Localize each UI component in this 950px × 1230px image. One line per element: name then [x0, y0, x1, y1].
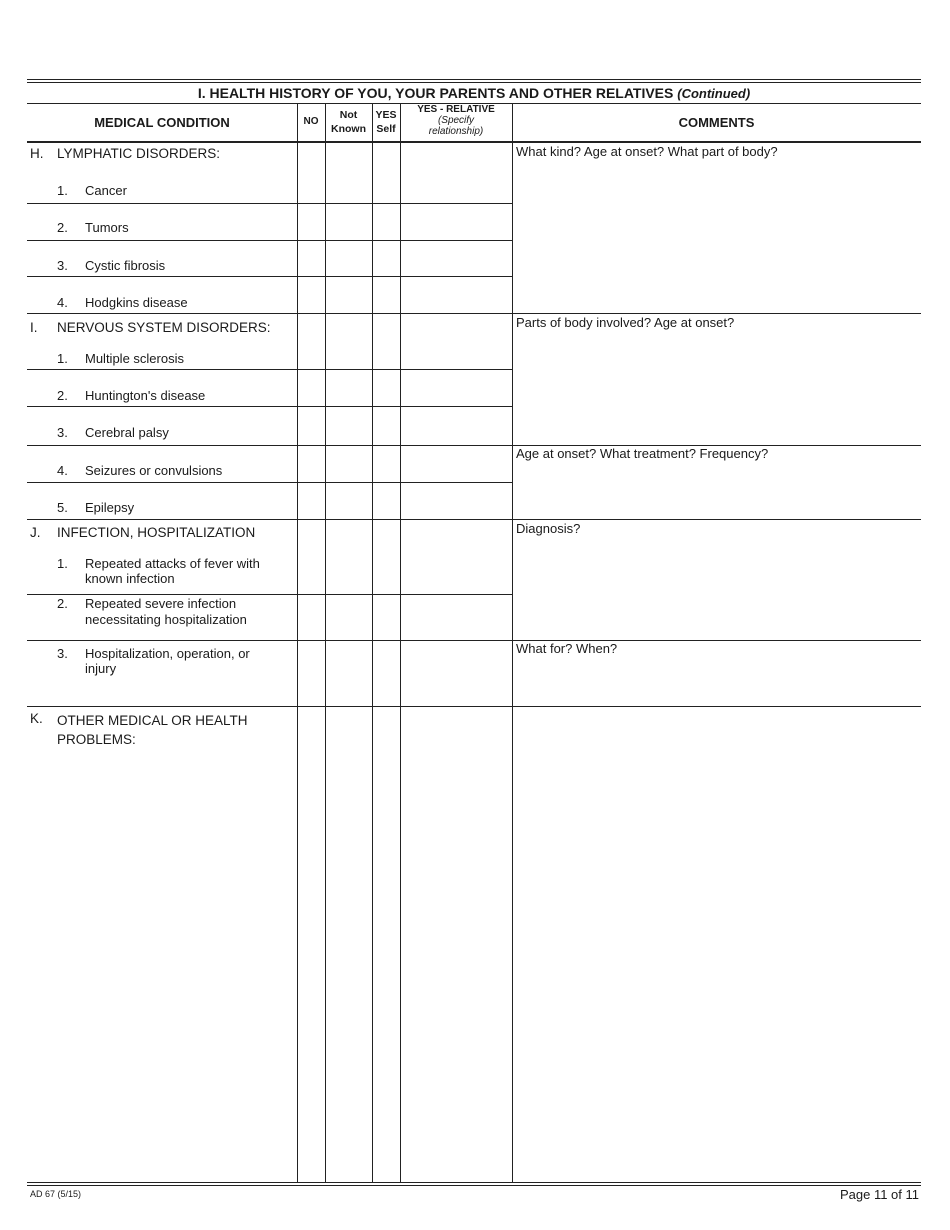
no-cell-cerebral-palsy[interactable]: [298, 407, 325, 445]
comments-field-lymphatic[interactable]: [513, 143, 921, 313]
item-hodgkins-disease: Hodgkins disease: [85, 295, 188, 310]
bottom-rule-2: [27, 1185, 921, 1186]
yes-relative-cell-cancer[interactable]: [401, 143, 512, 203]
item-num: 3.: [57, 258, 68, 273]
item-epilepsy: Epilepsy: [85, 500, 135, 515]
header-no: NO: [303, 116, 319, 127]
item-multiple-sclerosis: Multiple sclerosis: [85, 351, 184, 366]
not-known-cell-cancer[interactable]: [326, 143, 372, 203]
not-known-cell-hodgkins-disease[interactable]: [326, 277, 372, 313]
yes-self-cell-repeated-fever[interactable]: [373, 520, 400, 594]
yes-relative-cell-repeated-fever[interactable]: [401, 520, 512, 594]
item-num: 5.: [57, 500, 68, 515]
header-yes-self-line1: YES: [375, 109, 397, 121]
item-num: 1.: [57, 183, 68, 198]
group-h-title: LYMPHATIC DISORDERS:: [57, 146, 221, 161]
header-not-known-line1: Not: [339, 109, 358, 121]
group-i-letter: I.: [30, 320, 38, 335]
item-num: 2.: [57, 220, 68, 235]
item-cancer: Cancer: [85, 183, 127, 198]
not-known-cell-multiple-sclerosis[interactable]: [326, 314, 372, 369]
header-yes-self-line2: Self: [376, 123, 396, 135]
no-cell-epilepsy[interactable]: [298, 483, 325, 519]
header-yes-self: [372, 108, 400, 136]
comment-prompt-j: Diagnosis?: [516, 521, 581, 536]
yes-relative-cell-seizures-or-convulsions[interactable]: [401, 446, 512, 482]
item-repeated-fever-line2: known infection: [85, 571, 175, 586]
not-known-cell-tumors[interactable]: [326, 204, 372, 240]
not-known-cell-cystic-fibrosis[interactable]: [326, 241, 372, 276]
yes-self-cell-cerebral-palsy[interactable]: [373, 407, 400, 445]
item-num: 2.: [57, 388, 68, 403]
header-yes-relative: [400, 104, 512, 137]
no-cell-seizures-or-convulsions[interactable]: [298, 446, 325, 482]
no-cell-huntingtons-disease[interactable]: [298, 370, 325, 406]
no-cell-tumors[interactable]: [298, 204, 325, 240]
header-specify-line2: relationship): [428, 126, 484, 137]
header-yes-relative-line1: YES - RELATIVE: [417, 104, 495, 115]
no-cell-multiple-sclerosis[interactable]: [298, 314, 325, 369]
yes-self-cell-hodgkins-disease[interactable]: [373, 277, 400, 313]
not-known-cell-hospitalization[interactable]: [326, 641, 372, 706]
comment-prompt-seizures: Age at onset? What treatment? Frequency?: [516, 446, 769, 461]
item-num: 4.: [57, 295, 68, 310]
yes-relative-cell-huntingtons-disease[interactable]: [401, 370, 512, 406]
header-specify-line1: (Specify: [437, 115, 475, 126]
yes-relative-cell-cerebral-palsy[interactable]: [401, 407, 512, 445]
yes-self-cell-tumors[interactable]: [373, 204, 400, 240]
not-known-cell-other-problems[interactable]: [326, 707, 372, 1182]
no-cell-repeated-fever[interactable]: [298, 520, 325, 594]
comments-field-seizures[interactable]: [513, 446, 921, 519]
top-rule-2: [27, 82, 921, 83]
item-hospitalization-line1: Hospitalization, operation, or: [85, 646, 250, 661]
item-num: 2.: [57, 596, 68, 611]
item-repeated-fever: [85, 556, 260, 586]
comments-field-nervous[interactable]: [513, 314, 921, 445]
not-known-cell-repeated-severe-infection[interactable]: [326, 595, 372, 640]
item-seizures-or-convulsions: Seizures or convulsions: [85, 463, 223, 478]
not-known-cell-epilepsy[interactable]: [326, 483, 372, 519]
item-tumors: Tumors: [85, 220, 129, 235]
group-k-title-line1: OTHER MEDICAL OR HEALTH: [57, 713, 248, 728]
comments-field-hospitalization[interactable]: [513, 641, 921, 706]
yes-self-cell-hospitalization[interactable]: [373, 641, 400, 706]
group-j-title: INFECTION, HOSPITALIZATION: [57, 525, 256, 540]
group-k-title: [57, 711, 248, 749]
yes-self-cell-seizures-or-convulsions[interactable]: [373, 446, 400, 482]
item-repeated-severe-infection: [85, 596, 247, 628]
not-known-cell-huntingtons-disease[interactable]: [326, 370, 372, 406]
group-i-title: NERVOUS SYSTEM DISORDERS:: [57, 320, 271, 335]
comment-prompt-i: Parts of body involved? Age at onset?: [516, 315, 735, 330]
page-number: Page 11 of 11: [839, 1187, 919, 1202]
comment-prompt-hospitalization: What for? When?: [516, 641, 618, 656]
comments-field-other[interactable]: [513, 707, 921, 1182]
group-k-title-line2: PROBLEMS:: [57, 732, 136, 747]
item-num: 1.: [57, 556, 68, 571]
yes-self-cell-multiple-sclerosis[interactable]: [373, 314, 400, 369]
not-known-cell-repeated-fever[interactable]: [326, 520, 372, 594]
yes-relative-cell-other-problems[interactable]: [401, 707, 512, 1182]
not-known-cell-cerebral-palsy[interactable]: [326, 407, 372, 445]
yes-relative-cell-cystic-fibrosis[interactable]: [401, 241, 512, 276]
yes-self-cell-huntingtons-disease[interactable]: [373, 370, 400, 406]
yes-relative-cell-epilepsy[interactable]: [401, 483, 512, 519]
header-medical-condition: MEDICAL CONDITION: [94, 115, 230, 130]
comments-field-infection[interactable]: [513, 520, 921, 640]
yes-relative-cell-tumors[interactable]: [401, 204, 512, 240]
header-comments: COMMENTS: [678, 115, 755, 130]
yes-self-cell-epilepsy[interactable]: [373, 483, 400, 519]
item-repeated-severe-infection-line2: necessitating hospitalization: [85, 612, 247, 627]
group-j-letter: J.: [30, 525, 41, 540]
section-title: [27, 85, 921, 101]
yes-relative-cell-hodgkins-disease[interactable]: [401, 277, 512, 313]
not-known-cell-seizures-or-convulsions[interactable]: [326, 446, 372, 482]
header-not-known: [325, 108, 372, 136]
item-hospitalization: [85, 646, 250, 676]
item-cystic-fibrosis: Cystic fibrosis: [85, 258, 166, 273]
section-title-suffix: (Continued): [677, 86, 751, 101]
item-hospitalization-line2: injury: [85, 661, 117, 676]
item-repeated-severe-infection-line1: Repeated severe infection: [85, 596, 237, 611]
no-cell-other-problems[interactable]: [298, 707, 325, 1182]
form-id: AD 67 (5/15): [30, 1189, 82, 1199]
item-repeated-fever-line1: Repeated attacks of fever with: [85, 556, 260, 571]
item-huntingtons-disease: Huntington's disease: [85, 388, 206, 403]
item-num: 3.: [57, 646, 68, 661]
no-cell-hospitalization[interactable]: [298, 641, 325, 706]
item-num: 1.: [57, 351, 68, 366]
item-cerebral-palsy: Cerebral palsy: [85, 425, 169, 440]
no-cell-repeated-severe-infection[interactable]: [298, 595, 325, 640]
yes-self-cell-cancer[interactable]: [373, 143, 400, 203]
group-k-letter: K.: [30, 711, 43, 726]
item-num: 4.: [57, 463, 68, 478]
group-h-letter: H.: [30, 146, 44, 161]
yes-relative-cell-multiple-sclerosis[interactable]: [401, 314, 512, 369]
header-not-known-line2: Known: [331, 123, 366, 135]
top-rule-1: [27, 79, 921, 80]
comment-prompt-h: What kind? Age at onset? What part of body?: [516, 144, 778, 159]
yes-self-cell-repeated-severe-infection[interactable]: [373, 595, 400, 640]
item-num: 3.: [57, 425, 68, 440]
bottom-rule-1: [27, 1182, 921, 1183]
no-cell-hodgkins-disease[interactable]: [298, 277, 325, 313]
yes-relative-cell-repeated-severe-infection[interactable]: [401, 595, 512, 640]
no-cell-cystic-fibrosis[interactable]: [298, 241, 325, 276]
section-title-text: I. HEALTH HISTORY OF YOU, YOUR PARENTS AND OTHER RELATIVES: [197, 85, 674, 101]
yes-self-cell-other-problems[interactable]: [373, 707, 400, 1182]
yes-relative-cell-hospitalization[interactable]: [401, 641, 512, 706]
yes-self-cell-cystic-fibrosis[interactable]: [373, 241, 400, 276]
no-cell-cancer[interactable]: [298, 143, 325, 203]
